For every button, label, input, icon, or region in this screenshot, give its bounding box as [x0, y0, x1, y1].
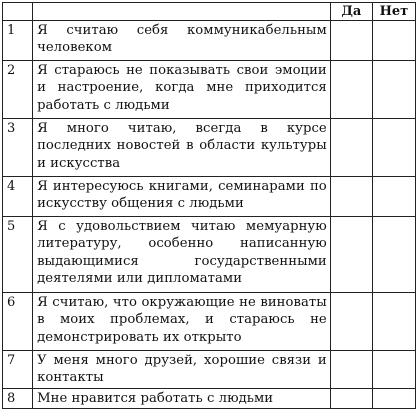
answer-no-cell[interactable] — [372, 61, 415, 119]
answer-yes-cell[interactable] — [330, 389, 372, 409]
row-number: 1 — [3, 21, 33, 61]
row-statement: Я считаю себя коммуникабельным человеком — [33, 21, 331, 61]
table-row — [3, 351, 416, 389]
row-number: 6 — [3, 293, 33, 351]
answer-no-cell[interactable] — [372, 21, 415, 61]
answer-no-cell[interactable] — [372, 119, 415, 177]
row-statement: Я с удовольствием читаю мемуарную литературу, особенно написанную выдающимися государственными деятелями или дипломатами — [33, 217, 331, 293]
answer-no-cell[interactable] — [372, 177, 415, 217]
header-no-cell: Нет — [372, 3, 415, 21]
answer-no-cell[interactable] — [372, 389, 415, 409]
header-yes-cell: Да — [330, 3, 372, 21]
row-statement: Я много читаю, всегда в курсе последних новостей в области культуры и искусства — [33, 119, 331, 177]
answer-no-cell[interactable] — [372, 293, 415, 351]
row-statement: У меня много друзей, хорошие связи и контакты — [33, 351, 331, 389]
row-number: 7 — [3, 351, 33, 389]
answer-yes-cell[interactable] — [330, 61, 372, 119]
answer-no-cell[interactable] — [372, 217, 415, 293]
header-statement-cell — [33, 3, 331, 21]
answer-yes-cell[interactable] — [330, 351, 372, 389]
table-row — [3, 119, 416, 177]
table-row — [3, 177, 416, 217]
row-number: 2 — [3, 61, 33, 119]
row-statement: Я стараюсь не показывать свои эмоции и настроение, когда мне приходится работать с людьми — [33, 61, 331, 119]
header-row — [3, 3, 416, 21]
questionnaire-table — [2, 2, 416, 409]
answer-yes-cell[interactable] — [330, 21, 372, 61]
table-row — [3, 293, 416, 351]
answer-yes-cell[interactable] — [330, 217, 372, 293]
table-row — [3, 21, 416, 61]
answer-yes-cell[interactable] — [330, 177, 372, 217]
row-number: 4 — [3, 177, 33, 217]
header-number-cell — [3, 3, 33, 21]
row-statement: Я считаю, что окружающие не виноваты в моих проблемах, и стараюсь не демонстрировать их открыто — [33, 293, 331, 351]
row-number: 5 — [3, 217, 33, 293]
answer-no-cell[interactable] — [372, 351, 415, 389]
answer-yes-cell[interactable] — [330, 293, 372, 351]
table-row — [3, 389, 416, 409]
row-number: 8 — [3, 389, 33, 409]
row-statement: Мне нравится работать с людьми — [33, 389, 331, 409]
table-row — [3, 217, 416, 293]
row-statement: Я интересуюсь книгами, семинарами по искусству общения с людьми — [33, 177, 331, 217]
table-row — [3, 61, 416, 119]
row-number: 3 — [3, 119, 33, 177]
answer-yes-cell[interactable] — [330, 119, 372, 177]
